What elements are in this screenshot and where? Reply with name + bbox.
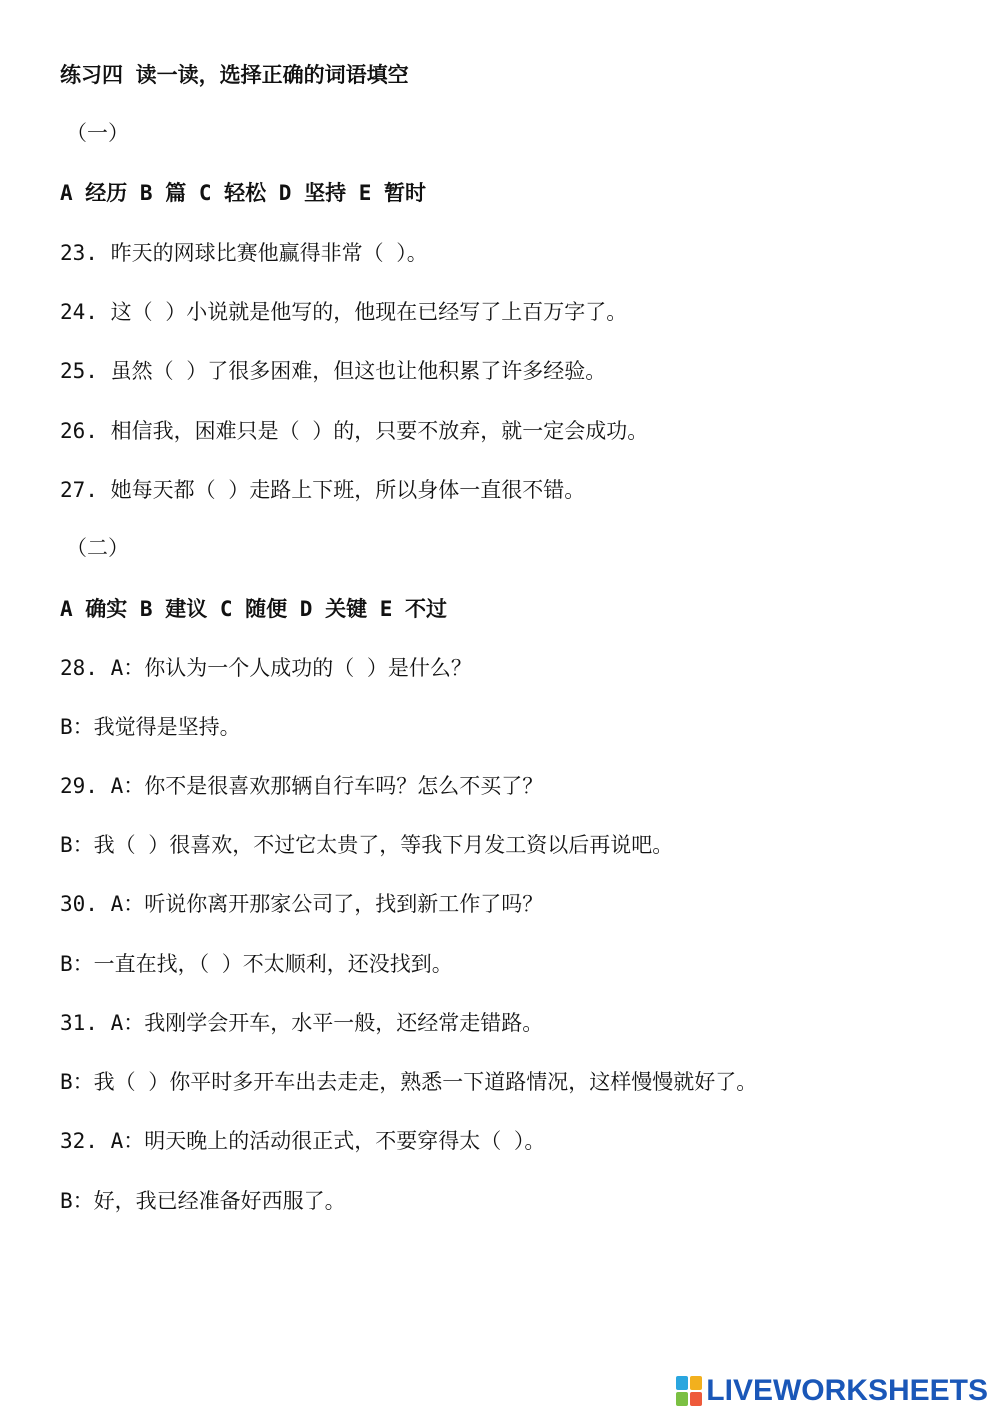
question-30-a: 30. A：听说你离开那家公司了，找到新工作了吗？ xyxy=(60,892,544,916)
question-28-a: 28. A：你认为一个人成功的（ ）是什么？ xyxy=(60,656,472,680)
watermark xyxy=(676,1371,988,1411)
question-23: 23. 昨天的网球比赛他赢得非常（ ）。 xyxy=(60,241,428,265)
watermark-text: LIVEWORKSHEETS xyxy=(706,1374,988,1407)
question-29-b: B：我（ ）很喜欢，不过它太贵了，等我下月发工资以后再说吧。 xyxy=(60,833,674,857)
section-heading-2: （二） xyxy=(66,536,129,560)
question-28-b: B：我觉得是坚持。 xyxy=(60,715,241,739)
question-32-b: B：好，我已经准备好西服了。 xyxy=(60,1189,346,1213)
question-32-a: 32. A：明天晚上的活动很正式，不要穿得太（ ）。 xyxy=(60,1129,546,1153)
question-31-b: B：我（ ）你平时多开车出去走走，熟悉一下道路情况，这样慢慢就好了。 xyxy=(60,1070,758,1094)
liveworksheets-logo-icon xyxy=(676,1376,702,1406)
question-26: 26. 相信我，困难只是（ ）的，只要不放弃，就一定会成功。 xyxy=(60,419,649,443)
question-29-a: 29. A：你不是很喜欢那辆自行车吗？怎么不买了？ xyxy=(60,774,544,798)
word-bank-2: A 确实 B 建议 C 随便 D 关键 E 不过 xyxy=(60,597,448,621)
question-25: 25. 虽然（ ）了很多困难，但这也让他积累了许多经验。 xyxy=(60,359,607,383)
question-30-b: B：一直在找，（ ）不太顺利，还没找到。 xyxy=(60,952,453,976)
question-31-a: 31. A：我刚学会开车，水平一般，还经常走错路。 xyxy=(60,1011,544,1035)
section-heading-1: （一） xyxy=(66,121,129,145)
question-24: 24. 这（ ）小说就是他写的，他现在已经写了上百万字了。 xyxy=(60,300,628,324)
question-27: 27. 她每天都（ ）走路上下班，所以身体一直很不错。 xyxy=(60,478,586,502)
page-title: 练习四 读一读，选择正确的词语填空 xyxy=(60,63,409,87)
word-bank-1: A 经历 B 篇 C 轻松 D 坚持 E 暂时 xyxy=(60,181,427,205)
